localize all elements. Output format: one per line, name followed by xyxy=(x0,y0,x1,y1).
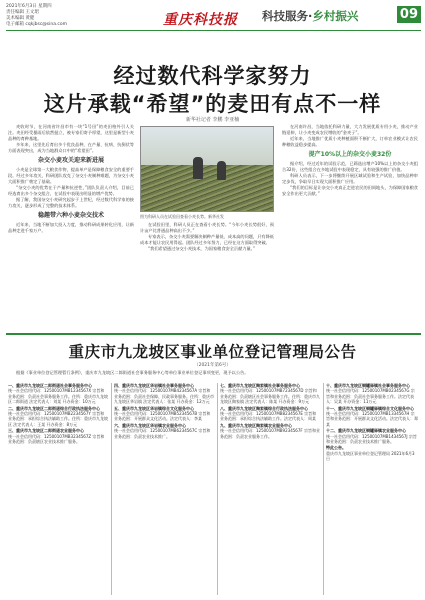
entry-detail: 统一社会信用代码：12500107MB5234567B 宗旨和业务范围：开展群众文化活动。法定代表人：李某 xyxy=(114,411,211,422)
notice-subtitle: （2021年第6号） xyxy=(194,363,231,368)
notice-title: 重庆市九龙坡区事业单位登记管理局公告 xyxy=(68,343,357,361)
article-paragraph: 科研人员表示，下一步将继续开展区域试验和生产试验，加快品种审定步伐，争取早日实现大面积推广应用。 xyxy=(282,173,418,184)
entry-detail: 统一社会信用代码：12500107MB4234567A 宗旨和业务范围：负责社会保障、民政事务服务。住所：重庆市九龙坡区华岩镇 法定代表人：张某 开办资金：12万元 xyxy=(114,388,214,405)
entry-detail: 统一社会信用代码：12500107MB1234567X 宗旨和业务范围：负责社会事务服务工作。住所：重庆市九龙坡区二郎街道 法定代表人：刘某 开办资金：10万元 xyxy=(8,388,108,405)
article-paragraph: 据了解，我国杂交小麦研究起步于上世纪，经过数代科学家的接力攻关，逐步形成了完整的技术体系。 xyxy=(8,197,134,208)
headline-line-1: 经过数代科学家努力 xyxy=(113,64,312,88)
article-paragraph: 在试验田里，科研人员正在查看小麦长势。“今年小麦长势很好，预计亩产比普通品种高出不少。” xyxy=(140,222,274,233)
article-paragraph: 小麦是全球第一大粮食作物，提高单产是保障粮食安全的重要手段。经过多年攻关，科研团队攻克了杂交小麦制种难题，为杂交小麦大面积推广奠定了基础。 xyxy=(8,167,134,184)
entry-name: 七、重庆市九龙坡区陶家镇社会事务服务中心 xyxy=(220,383,300,388)
entry-name: 特此公告。 xyxy=(326,445,346,451)
article-paragraph: 近年来，当地不断加大投入力度，推动科研成果转化应用，让新品种走进千家万户。 xyxy=(8,222,134,233)
article-subhead: 稳趣带六种小麦杂交技术 xyxy=(37,212,104,219)
notice-column-3 xyxy=(220,383,320,598)
article-paragraph: 近年来，当地推广优质小麦种植面积不断扩大，订单农业模式让农民种粮收益稳步提高。 xyxy=(282,136,418,147)
notice-entry xyxy=(220,406,320,422)
photo-person xyxy=(217,161,226,180)
photo-wheat-field xyxy=(141,165,273,211)
notice-entry xyxy=(8,428,108,444)
meta-line: 责任编辑 王文珺 xyxy=(6,10,39,15)
entry-detail: 统一社会信用代码：12500107MB3234567Z 宗旨和业务范围：负责辖区农业技术推广服务。 xyxy=(8,433,105,445)
notice-entry xyxy=(114,406,214,422)
masthead-rule xyxy=(6,30,421,31)
notice-entry xyxy=(114,383,214,405)
notice-entry xyxy=(326,406,418,428)
newspaper-logo: 重庆科技报 xyxy=(163,12,238,28)
entry-name: 十一、重庆市九龙坡区铜罐驿镇综合文化服务中心 xyxy=(326,405,414,411)
entry-name: 九、重庆市九龙坡区陶家镇农业服务中心 xyxy=(220,422,292,428)
article-subhead: 杂交小麦攻关迎来新进展 xyxy=(37,157,104,164)
photo-caption: 图为科研人员在试验田查看小麦长势。新华社发 xyxy=(140,214,224,219)
entry-name: 一、重庆市九龙坡区二郎街道社会事务服务中心 xyxy=(8,383,92,388)
meta-line: 美术编辑 黄健 xyxy=(6,16,35,21)
notice-entry xyxy=(326,445,418,461)
entry-name: 十、重庆市九龙坡区铜罐驿镇社会事务服务中心 xyxy=(326,383,410,388)
section-title xyxy=(262,8,358,24)
notice-intro: 根据《事业单位登记管理暂行条例》，重庆市九龙坡区二郎街道社会事务服务中心等单位事业单位登记事项变更，现予以公告。 xyxy=(16,370,249,375)
article-paragraph: “我们的目标是让杂交小麦真正走进农民的田间地头，为保障国家粮食安全作出更大贡献。” xyxy=(282,185,418,196)
notice-entry xyxy=(114,423,214,439)
notice-column-4 xyxy=(326,383,418,598)
notice-entry xyxy=(220,383,320,405)
masthead-meta xyxy=(6,4,156,28)
entry-detail: 统一社会信用代码：12500107MB7234567D 宗旨和业务范围：负责辖区社会事务服务工作。住所：重庆市九龙坡区陶家镇 法定代表人：陈某 开办资金：9万元 xyxy=(220,388,320,405)
entry-detail: 统一社会信用代码：12500107MB0234567G 宗旨和业务范围：负责社会事务服务工作。法定代表人：吴某 开办资金：11万元 xyxy=(326,388,415,405)
article-paragraph: 多年来，这里先后育出多个优良品种，在产量、抗病、抗倒伏等方面表现突出，成为当地群众口中的“希望田”。 xyxy=(8,142,134,153)
entry-detail: 统一社会信用代码：12500107MB8234567E 宗旨和业务范围：承担综合执法辅助工作。法定代表人：周某 xyxy=(220,411,317,422)
article-column-1 xyxy=(8,124,134,328)
masthead xyxy=(0,0,425,44)
entry-detail: 统一社会信用代码：12500107MB6234567C 宗旨和业务范围：负责农业技术推广。 xyxy=(114,428,211,439)
entry-detail: 重庆市九龙坡区事业单位登记管理局 2021年6月3日 xyxy=(326,450,415,462)
page-number: 09 xyxy=(397,6,421,23)
meta-line: 2021年6月3日 星期四 xyxy=(6,4,52,9)
notice-entry xyxy=(8,383,108,405)
section-prefix: 科技服务· xyxy=(262,9,313,23)
notice-entry xyxy=(220,423,320,439)
notice-entry xyxy=(326,428,418,444)
column-rule xyxy=(323,383,324,595)
entry-name: 十二、重庆市九龙坡区铜罐驿镇农业服务中心 xyxy=(326,428,406,434)
article-paragraph: “杂交小麦的优势在于产量和抗逆性，”团队负责人介绍，目前已经选育出多个杂交组合，在试验中表现出明显的增产优势。 xyxy=(8,185,134,196)
byline: 新华社记者 李鹏 李亚楠 xyxy=(185,117,240,123)
headline-line-2: 这片承载“希望”的麦田有点不一样 xyxy=(43,92,382,116)
wheat-field-photo xyxy=(140,126,274,212)
article-paragraph: 麦收时节，在河南省许昌市有一块“1号田”的麦田格外引人关注。麦田经受暴雨后依然挺立，被专家们寄予厚望，这里是新型小麦品种的育种基地。 xyxy=(8,124,134,141)
entry-name: 四、重庆市九龙坡区华岩镇社会事务服务中心 xyxy=(114,383,194,388)
article-subhead: 提产10%以上的杂交小麦32份 xyxy=(308,151,392,158)
entry-name: 二、重庆市九龙坡区二郎街道综合行政执法服务中心 xyxy=(8,405,100,411)
section-accent: 乡村振兴 xyxy=(312,9,359,23)
notice-column-2 xyxy=(114,383,214,598)
entry-detail: 统一社会信用代码：12500107MB2234567Y 宗旨和业务范围：承担综合执法辅助工作。住所：重庆市九龙坡区 法定代表人：王某 开办资金：8万元 xyxy=(8,411,108,427)
column-rule xyxy=(111,383,112,595)
column-rule xyxy=(217,383,218,595)
article-paragraph: 专家表示，杂交小麦需要解决制种产量低、成本高的问题，只有降低成本才能让农民用得起。团队经过多年努力，已经在这方面取得突破。 xyxy=(140,234,274,245)
entry-detail: 统一社会信用代码：12500107MB1434567J 宗旨和业务范围：负责农业技术推广服务。 xyxy=(326,433,417,445)
section-divider xyxy=(6,333,421,335)
entry-name: 八、重庆市九龙坡区陶家镇综合行政执法服务中心 xyxy=(220,405,308,411)
notice-column-1 xyxy=(8,383,108,598)
article-paragraph: “我们希望通过杂交小麦技术，为国家粮食安全贡献力量。” xyxy=(148,246,255,251)
notice-entry xyxy=(326,383,418,405)
entry-name: 三、重庆市九龙坡区二郎街道农业服务中心 xyxy=(8,428,84,434)
entry-name: 五、重庆市九龙坡区华岩镇综合文化服务中心 xyxy=(114,405,194,411)
entry-name: 六、重庆市九龙坡区华岩镇农业服务中心 xyxy=(114,422,186,428)
article-column-2 xyxy=(140,222,274,328)
entry-detail: 统一社会信用代码：12500107MB9234567F 宗旨和业务范围：负责农业服务工作。 xyxy=(220,428,320,439)
meta-line: 电子邮箱 cqkjbsc@sina.com xyxy=(6,22,68,27)
article-column-3 xyxy=(282,124,418,328)
article-paragraph: 在河南许昌，当地依托科研力量，大力发展优质专用小麦，推动产业链延伸，让小麦变成农民增收的“金麦子”。 xyxy=(282,124,418,135)
photo-person xyxy=(193,157,203,179)
photo-sky xyxy=(141,127,273,165)
article-paragraph: 据介绍，经过近年的试验示范，已筛选出增产10%以上的杂交小麦组合32份，这些组合在多地试验中表现稳定，具有较强的推广价值。 xyxy=(282,161,418,172)
entry-detail: 统一社会信用代码：12500107MB1334567H 宗旨和业务范围：开展群众文化活动。法定代表人：郑某 xyxy=(326,411,418,427)
notice-entry xyxy=(8,406,108,428)
